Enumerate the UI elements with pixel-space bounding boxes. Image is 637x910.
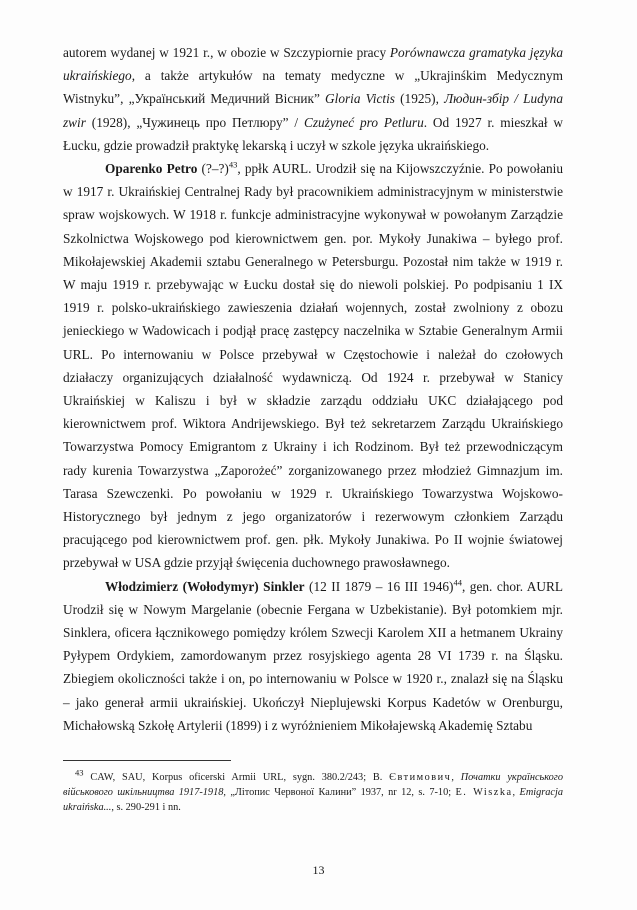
italic-title: Gloria Victis: [325, 91, 395, 107]
footnote-author: E. Wiszka: [455, 787, 513, 798]
footnote-ref[interactable]: 44: [453, 577, 462, 588]
footnote-ref[interactable]: 43: [228, 159, 238, 170]
footnote-number: 43: [75, 767, 84, 778]
footnote-author: Євтимович: [389, 772, 452, 783]
footnote-title: Emigracja ukraińska...: [63, 787, 564, 813]
main-text: [63, 41, 563, 737]
italic-title: Людин-збір / Ludyna zwir: [63, 91, 563, 130]
footnote-title: Початки українського військового шкільництва 1917-1918: [63, 772, 563, 798]
entry-name: Oparenko Petro: [105, 161, 198, 177]
paragraph-oparenko: Oparenko Petro (?–?)$^{43}$, ppłk AURL. Urodził się na Kijowszczyźnie. Po powołaniu w 1917 r. Ukraińskiej Centralnej Rady był pracownikiem administracyjnym w ministerstwie spraw wojskowych. W 1918 r. funkcje administracyjne wykonywał w powołanym Zarządzie Szkolnictwa Wojskowego pod kierownictwem gen. por. Mykoły Junakiwa – byłego prof. Mikołajewskiej Akademii sztabu Generalnego w Petersburgu. Pozostał nim także w 1919 r. W maju 1919 r. przebywając w Łucku dostał się do niewoli polskiej. Po podpisaniu 1 IX 1919 r. polsko-ukraińskiego zawieszenia działań wojennych, został zwolniony z obozu jenieckiego w Wadowicach i podjął pracę zastępcy naczelnika w Sztabie Generalnym Armii URL. Po internowaniu w Polsce przebywał w Częstochowie i należał do czołowych działaczy organizujących działalność wydawniczą. Od 1924 r. przebywał w Stanicy Ukraińskiej w Kaliszu i był w składzie zarządu oddziału UKC działającego pod kierownictwem prof. Wiktora Andrijewskiego. Był też sekretarzem Zarządu Ukraińskiego Towarzystwa Pomocy Emigrantom z Ukrainy i ich Rodzinom. Był też przewodniczącym rady kurenia Towarzystwa „Zaporożeć” zorganizowanego przez młodzież Gimnazjum im. Tarasa Szewczenki. Po powołaniu w 1929 r. Ukraińskiego Towarzystwa Wojskowo-Historycznego był jednym z jego organizatorów i rezerwowym członkiem Zarządu pracującego pod kierownictwem prof. gen. płk. Mykoły Junakiwa. Po II wojnie światowej przebywał w USA gdzie przyjął święcenia duchownego prawosławnego.: [63, 159, 563, 571]
paragraph-continuation: autorem wydanej w 1921 r., w obozie w Szczypiornie pracy Porównawcza gramatyka języka ukraińskiego, a także artykułów na tematy medyczne w „Ukrajinśkim Medycznym Wistnyku”, „Український Медичний Вісник” Gloria Victis (1925), Людин-збір / Ludyna zwir (1928), „Чужинець про Петлюру” / Czużyneć pro Petluru. Od 1927 r. mieszkał w Łucku, gdzie prowadził praktykę lekarską i uczył w szkole języka ukraińskiego.: [63, 45, 564, 153]
footnote-divider: [63, 760, 231, 761]
footnote: $^{43}$ CAW, SAU, Korpus oficerski Armii URL, sygn. 380.2/243; В. Євтимович, Початки українського військового шкільництва 1917-1918, „Літопис Червоної Калини” 1937, nr 12, s. 7-10; E. Wiszka, Emigracja ukraińska..., s. 290-291 i nn.: [63, 767, 564, 813]
entry-name: Włodzimierz (Wołodymyr) Sinkler: [105, 578, 305, 594]
paragraph-sinkler: Włodzimierz (Wołodymyr) Sinkler (12 II 1879 – 16 III 1946)$^{44}$, gen. chor. AURL Urodził się w Nowym Margelanie (obecnie Fergana w Uzbekistanie). Był potomkiem mjr. Sinklera, oficera łącznikowego pomiędzy królem Szwecji Karolem XII a hetmanem Ukrainy Pyłypem Ordykiem, zamordowanym przez rosyjskiego agenta 28 VI 1739 r. na Śląsku. Zbiegiem okoliczności także i on, po internowaniu w Polsce w 1920 r., znalazł się na Śląsku – jako generał armii ukraińskiej. Ukończył Nieplujewski Korpus Kadetów w Orenburgu, Michałowską Szkołę Artylerii (1899) i z wyróżnieniem Mikołajewską Akademię Sztabu: [63, 577, 564, 733]
page-number: 13: [312, 863, 325, 877]
italic-title: Czużyneć pro Petluru: [303, 114, 424, 130]
italic-title: Porównawcza gramatyka języka ukraińskiego: [63, 45, 564, 84]
